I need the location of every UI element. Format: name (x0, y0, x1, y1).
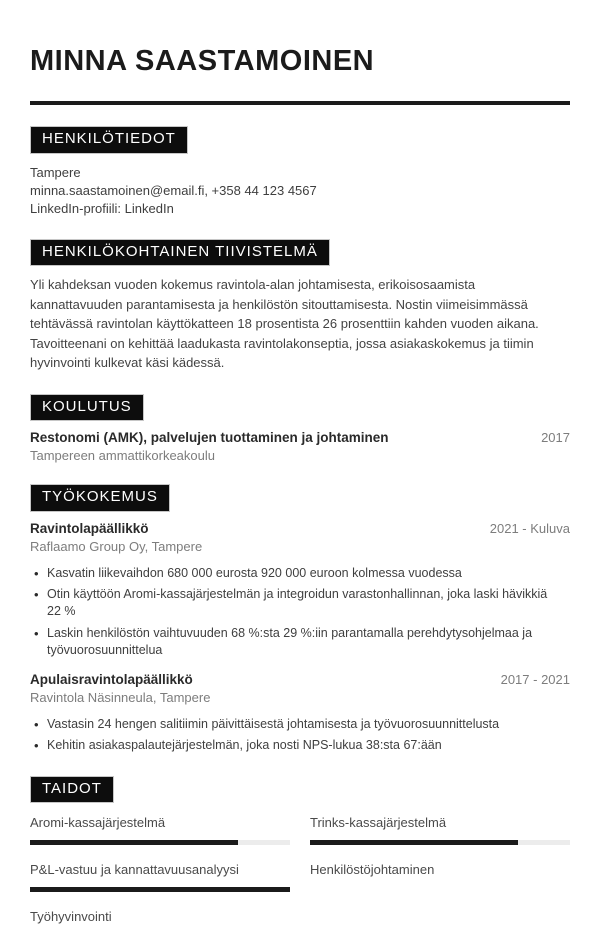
skill-label: Työhyvinvointi (30, 909, 290, 924)
job-company: Raflaamo Group Oy, Tampere (30, 539, 570, 554)
skill-label: Aromi-kassajärjestelmä (30, 815, 290, 830)
bullet-item: • Kehitin asiakaspalautejärjestelmän, joka nosti NPS-lukua 38:sta 67:ään (30, 737, 550, 754)
section-heading-skills: TAIDOT (30, 776, 114, 804)
skill-bar-track (30, 887, 290, 892)
job-bullet-list (30, 716, 570, 755)
job-dates: 2017 - 2021 (501, 672, 570, 687)
section-heading-summary: HENKILÖKOHTAINEN TIIVISTELMÄ (30, 239, 330, 267)
job-title: Ravintolapäällikkö (30, 521, 149, 536)
candidate-name: MINNA SAASTAMOINEN (30, 46, 570, 76)
section-heading-education: KOULUTUS (30, 394, 144, 422)
skill-bar-fill (30, 840, 238, 845)
skill-label: Trinks-kassajärjestelmä (310, 815, 570, 830)
section-experience (30, 484, 570, 754)
bullet-item: • Otin käyttöön Aromi-kassajärjestelmän ja integroidun varastonhallinnan, joka laski hävikkiä 22 % (30, 586, 550, 621)
header-divider (30, 101, 570, 105)
section-summary (30, 239, 570, 373)
skill-item (30, 862, 290, 892)
education-degree: Restonomi (AMK), palvelujen tuottaminen ja johtaminen (30, 430, 389, 445)
section-personal-info (30, 126, 570, 217)
education-entry (30, 430, 570, 463)
skill-bar-fill (30, 887, 290, 892)
bullet-item: • Vastasin 24 hengen salitiimin päivittäisestä johtamisesta ja työvuorosuunnittelusta (30, 716, 550, 733)
job-title: Apulaisravintolapäällikkö (30, 672, 193, 687)
job-entry (30, 672, 570, 755)
education-year: 2017 (541, 430, 570, 445)
skill-label: P&L-vastuu ja kannattavuusanalyysi (30, 862, 290, 877)
skill-item (30, 909, 290, 939)
job-dates: 2021 - Kuluva (490, 521, 570, 536)
skill-bar-fill (310, 840, 518, 845)
contact-linkedin: LinkedIn-profiili: LinkedIn (30, 200, 570, 218)
section-education (30, 394, 570, 464)
skill-item (30, 815, 290, 845)
section-skills (30, 776, 570, 939)
section-heading-personal: HENKILÖTIEDOT (30, 126, 188, 154)
job-company: Ravintola Näsinneula, Tampere (30, 690, 570, 705)
skill-label: Henkilöstöjohtaminen (310, 862, 570, 877)
skill-bar-track (310, 840, 570, 845)
skills-grid (30, 815, 570, 939)
contact-block (30, 164, 570, 218)
bullet-item: • Laskin henkilöstön vaihtuvuuden 68 %:sta 29 %:iin parantamalla perehdytysohjelmaa ja työvuorosuunnittelua (30, 625, 550, 660)
skill-item (310, 815, 570, 845)
contact-location: Tampere (30, 164, 570, 182)
section-heading-experience: TYÖKOKEMUS (30, 484, 170, 512)
job-bullet-list (30, 565, 570, 659)
bullet-item: • Kasvatin liikevaihdon 680 000 eurosta 920 000 euroon kolmessa vuodessa (30, 565, 550, 582)
skill-bar-track (30, 840, 290, 845)
education-school: Tampereen ammattikorkeakoulu (30, 448, 570, 463)
summary-text: Yli kahdeksan vuoden kokemus ravintola-alan johtamisesta, erikoisosaamista kannattavuuden parantamisesta ja henkilöstön sitouttamisesta. Nostin viimeisimmässä tehtävässä ravintolan käyttökatteen 18 prosentista 26 prosenttiin kahden vuoden aikana. Tavoitteenani on kehittää laadukasta ravintolakonseptia, jossa asiakaskokemus ja tiimin hyvinvointi kulkevat käsi kädessä. (30, 275, 570, 373)
skill-item (310, 862, 570, 892)
job-entry (30, 521, 570, 659)
contact-email-phone: minna.saastamoinen@email.fi, +358 44 123 4567 (30, 182, 570, 200)
